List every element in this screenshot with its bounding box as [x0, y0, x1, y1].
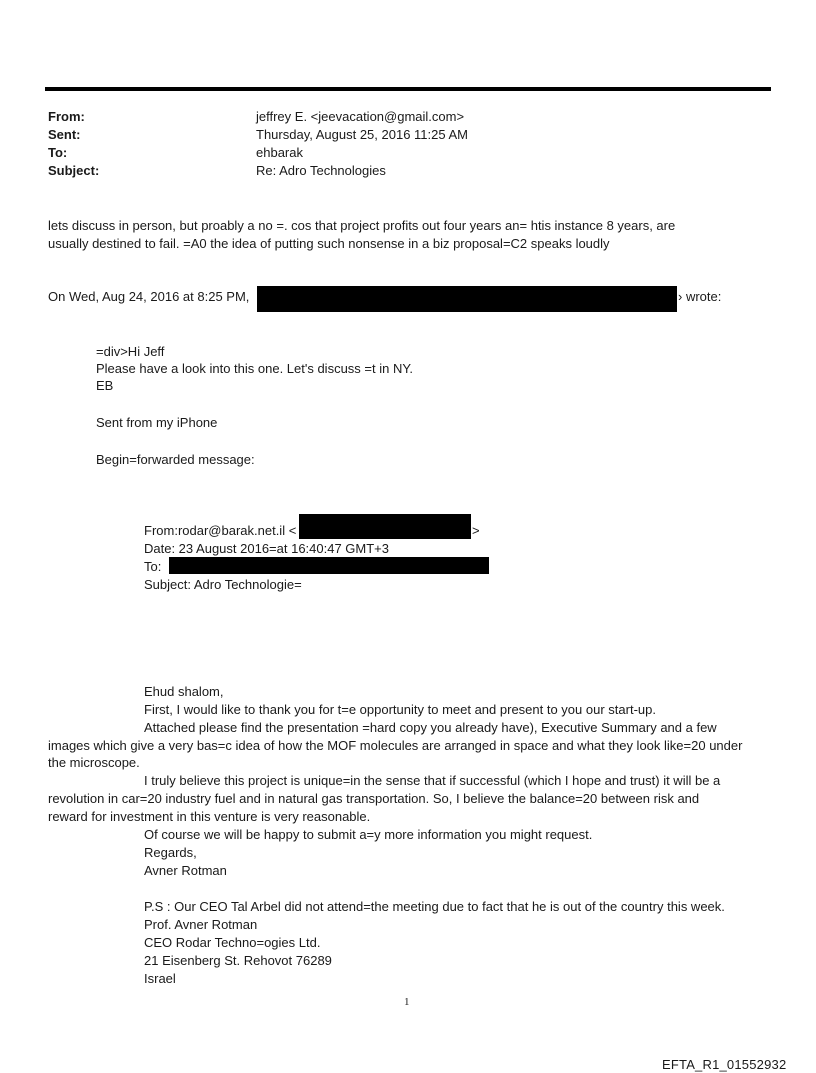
signature-line-1: Prof. Avner Rotman	[144, 917, 258, 932]
signature-line-4: Israel	[144, 971, 176, 986]
page-number: 1	[404, 996, 410, 1008]
inner-to-line: To:	[144, 559, 162, 574]
forward-line-2: Please have a look into this one. Let's discuss =t in NY.	[96, 361, 413, 376]
reply-line-1: lets discuss in person, but proably a no =. cos that project profits out four years an= htis instance 8 years, are	[48, 218, 676, 233]
body-paragraph-2-line-2: images which give a very bas=c idea of how the MOF molecules are arranged in space and what they look like=20 under	[48, 738, 743, 753]
redaction-bar	[299, 514, 471, 539]
subject-value: Re: Adro Technologies	[256, 163, 386, 178]
sent-label: Sent:	[48, 127, 81, 142]
header-rule	[45, 87, 771, 91]
inner-from-line: From:rodar@barak.net.il <	[144, 523, 297, 538]
postscript: P.S : Our CEO Tal Arbel did not attend=the meeting due to fact that he is out of the country this week.	[144, 899, 725, 914]
reply-line-2: usually destined to fail. =A0 the idea of putting such nonsense in a biz proposal=C2 speaks loudly	[48, 236, 610, 251]
body-paragraph-3-line-3: reward for investment in this venture is very reasonable.	[48, 809, 371, 824]
sent-from-line: Sent from my iPhone	[96, 415, 218, 430]
inner-from-close: >	[472, 523, 480, 538]
body-paragraph-3-line-1: I truly believe this project is unique=in the sense that if successful (which I hope and trust) it will be a	[144, 773, 721, 788]
begin-forwarded-line: Begin=forwarded message:	[96, 452, 255, 467]
sent-value: Thursday, August 25, 2016 11:25 AM	[256, 127, 468, 142]
body-paragraph-2-line-1: Attached please find the presentation =hard copy you already have), Executive Summary and a few	[144, 720, 717, 735]
greeting: Ehud shalom,	[144, 684, 224, 699]
signer-name: Avner Rotman	[144, 863, 227, 878]
subject-label: Subject:	[48, 163, 100, 178]
quote-header-suffix: › wrote:	[678, 289, 722, 304]
regards: Regards,	[144, 845, 197, 860]
inner-date-line: Date: 23 August 2016=at 16:40:47 GMT+3	[144, 541, 390, 556]
forward-line-3: EB	[96, 378, 114, 393]
body-paragraph-2-line-3: the microscope.	[48, 755, 140, 770]
signature-line-2: CEO Rodar Techno=ogies Ltd.	[144, 935, 321, 950]
document-id: EFTA_R1_01552932	[662, 1057, 787, 1072]
inner-subject-line: Subject: Adro Technologie=	[144, 577, 302, 592]
signature-line-3: 21 Eisenberg St. Rehovot 76289	[144, 953, 332, 968]
to-value: ehbarak	[256, 145, 303, 160]
body-paragraph-3-line-2: revolution in car=20 industry fuel and in natural gas transportation. So, I believe the balance=20 between risk and	[48, 791, 700, 806]
forward-line-1: =div>Hi Jeff	[96, 344, 165, 359]
to-label: To:	[48, 145, 68, 160]
from-label: From:	[48, 109, 85, 124]
redaction-bar	[257, 286, 677, 312]
from-value: jeffrey E. <jeevacation@gmail.com>	[256, 109, 465, 124]
redaction-bar	[169, 557, 489, 574]
quote-header-prefix: On Wed, Aug 24, 2016 at 8:25 PM,	[48, 289, 250, 304]
body-paragraph-4: Of course we will be happy to submit a=y more information you might request.	[144, 827, 593, 842]
body-paragraph-1: First, I would like to thank you for t=e opportunity to meet and present to you our start-up.	[144, 702, 656, 717]
